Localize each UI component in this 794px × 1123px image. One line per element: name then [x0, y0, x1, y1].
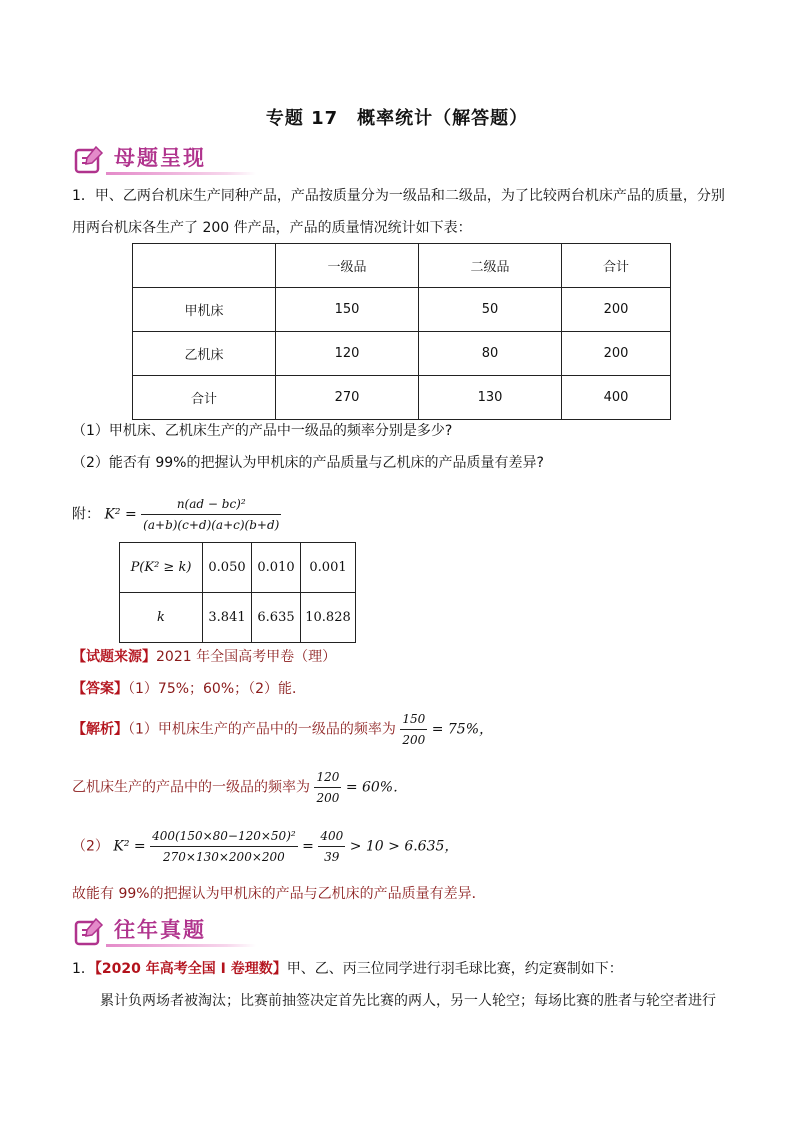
question-2-stem	[72, 959, 732, 979]
table-row	[133, 288, 671, 332]
fraction	[400, 709, 427, 750]
table-cell: P(K² ≥ k)	[120, 543, 203, 593]
question-1-stem	[72, 186, 732, 206]
section-label: 母题呈现	[114, 146, 206, 170]
numerator: 400	[318, 826, 345, 847]
table-cell: 10.828	[301, 593, 356, 643]
page-title: 专题 17 概率统计（解答题）	[265, 108, 529, 129]
numerator: 120	[314, 767, 341, 788]
table-cell: 合计	[562, 244, 671, 288]
table-cell: 6.635	[252, 593, 301, 643]
table-row	[120, 593, 356, 643]
analysis-text: 乙机床生产的产品中的一级品的频率为	[72, 779, 310, 796]
k-critical-table	[119, 542, 356, 643]
equals: =	[302, 838, 314, 855]
table-cell: 200	[562, 332, 671, 376]
answer-tag: 【答案】	[72, 681, 128, 697]
table-cell: 二级品	[419, 244, 562, 288]
analysis-line-1	[72, 709, 732, 750]
table-cell	[133, 244, 276, 288]
result: = 75%，	[431, 721, 494, 738]
quality-table	[132, 243, 671, 420]
table-cell: 一级品	[276, 244, 419, 288]
analysis-prefix: （2）	[72, 838, 109, 855]
numerator: 400(150×80−120×50)²	[150, 826, 298, 847]
conclusion: 故能有 99%的把握认为甲机床的产品与乙机床的产品质量有差异．	[72, 886, 486, 902]
table-cell: 130	[419, 376, 562, 420]
table-cell: k	[120, 593, 203, 643]
formula-fraction	[141, 494, 281, 535]
table-cell: 0.001	[301, 543, 356, 593]
source-tag: 【试题来源】	[72, 649, 156, 665]
table-cell: 合计	[133, 376, 276, 420]
source-text: 2021 年全国高考甲卷（理）	[156, 649, 337, 665]
table-cell: 甲机床	[133, 288, 276, 332]
fraction	[150, 826, 298, 867]
document-pen-icon	[72, 916, 106, 948]
formula-prefix: 附：	[72, 506, 100, 523]
table-cell: 400	[562, 376, 671, 420]
table-header-row	[133, 244, 671, 288]
question-number: 1．	[72, 188, 95, 204]
denominator: 200	[402, 733, 426, 747]
question-source-tag: 【2020 年高考全国 I 卷理数】	[94, 961, 287, 977]
table-row	[133, 376, 671, 420]
table-cell: 200	[562, 288, 671, 332]
formula-denominator: (a+b)(c+d)(a+c)(b+d)	[143, 518, 280, 532]
sub-question-2: （2）能否有 99%的把握认为甲机床的产品质量与乙机床的产品质量有差异?	[72, 455, 544, 471]
numerator: 150	[400, 709, 427, 730]
answer-line	[72, 679, 732, 699]
analysis-line-3	[72, 826, 732, 867]
formula-line	[72, 494, 732, 535]
k2-lhs: K² =	[113, 838, 146, 855]
section-label: 往年真题	[114, 918, 206, 942]
table-cell: 80	[419, 332, 562, 376]
question-2-line-2: 累计负两场者被淘汰；比赛前抽签决定首先比赛的两人，另一人轮空；每场比赛的胜者与轮空者进行	[100, 993, 716, 1009]
formula-lhs: K² =	[104, 506, 137, 523]
source-line	[72, 647, 732, 667]
result: = 60%．	[345, 779, 408, 796]
section-underline	[106, 172, 256, 175]
stem-line-1: 甲、乙两台机床生产同种产品，产品按质量分为一级品和二级品，为了比较两台机床产品的质量，分别	[94, 188, 725, 204]
stem-line-2: 用两台机床各生产了 200 件产品，产品的质量情况统计如下表：	[72, 220, 472, 236]
table-cell: 270	[276, 376, 419, 420]
table-cell: 120	[276, 332, 419, 376]
stem-text: 甲、乙、丙三位同学进行羽毛球比赛，约定赛制如下：	[286, 961, 623, 977]
document-pen-icon	[72, 144, 106, 176]
section-banner-past	[72, 912, 272, 952]
table-cell: 150	[276, 288, 419, 332]
denominator: 39	[324, 850, 340, 864]
table-row	[133, 332, 671, 376]
table-row	[120, 543, 356, 593]
section-banner-mother	[72, 140, 272, 180]
section-underline	[106, 944, 256, 947]
fraction	[318, 826, 345, 867]
table-cell: 0.010	[252, 543, 301, 593]
denominator: 270×130×200×200	[163, 850, 285, 864]
sub-question-1: （1）甲机床、乙机床生产的产品中一级品的频率分别是多少?	[72, 423, 453, 439]
fraction	[314, 767, 341, 808]
result: > 10 > 6.635，	[349, 838, 459, 855]
table-cell: 3.841	[203, 593, 252, 643]
analysis-tag: 【解析】	[72, 721, 128, 738]
table-cell: 50	[419, 288, 562, 332]
analysis-text: （1）甲机床生产的产品中的一级品的频率为	[128, 721, 396, 738]
formula-numerator: n(ad − bc)²	[141, 494, 281, 515]
analysis-line-2	[72, 767, 732, 808]
answer-text: （1）75%；60%；（2）能．	[128, 681, 307, 697]
question-number: 1．	[72, 961, 95, 977]
table-cell: 0.050	[203, 543, 252, 593]
denominator: 200	[316, 791, 340, 805]
table-cell: 乙机床	[133, 332, 276, 376]
